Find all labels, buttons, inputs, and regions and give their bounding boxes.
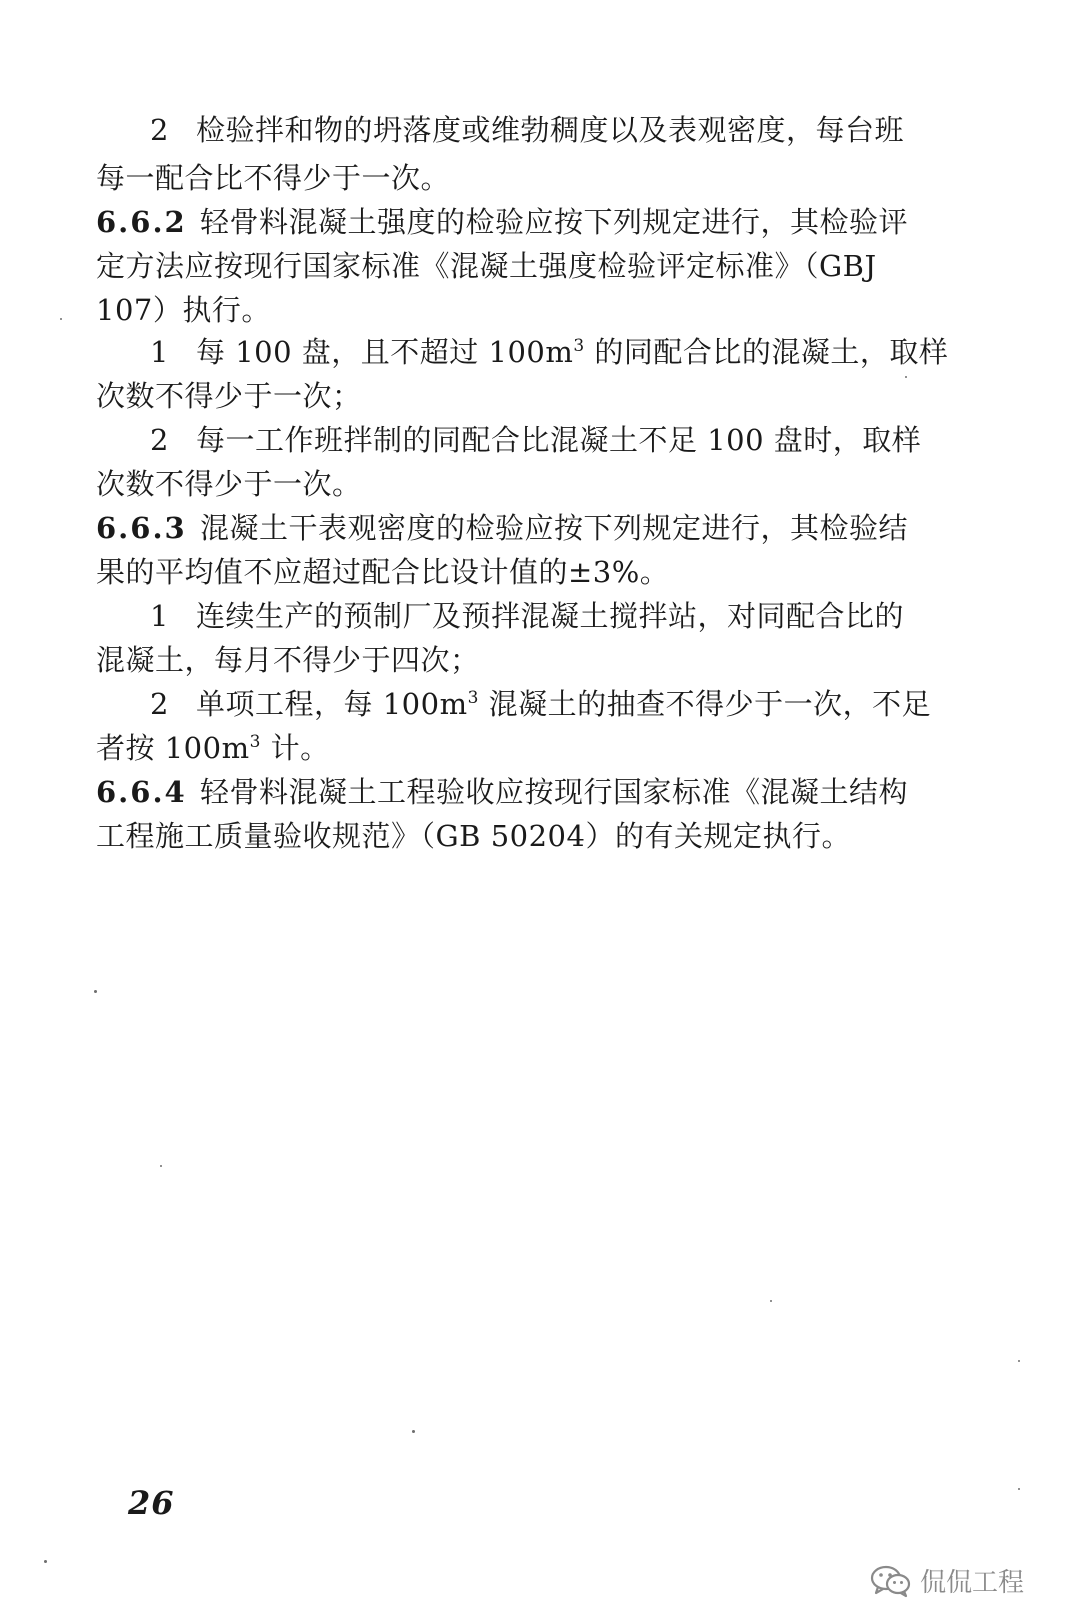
item-text-b: 计。 bbox=[260, 731, 330, 765]
item-2-line-1 bbox=[150, 418, 950, 462]
clause-6-6-4-line-1 bbox=[96, 770, 956, 814]
item-1-line-1 bbox=[150, 594, 950, 638]
scan-speck bbox=[412, 1430, 415, 1433]
superscript: 3 bbox=[467, 688, 479, 708]
item-text: 每一工作班拌制的同配合比混凝土不足 100 盘时，取样 bbox=[196, 423, 922, 457]
item-text-a: 单项工程，每 100m bbox=[196, 687, 468, 721]
wechat-icon bbox=[870, 1564, 912, 1598]
item-1-line-2: 次数不得少于一次； bbox=[96, 379, 362, 413]
item-1-line-1 bbox=[150, 330, 950, 374]
item-2-line-2: 次数不得少于一次。 bbox=[96, 467, 362, 501]
item-number: 2 bbox=[150, 113, 169, 147]
clause-number: 6.6.3 bbox=[96, 511, 187, 545]
clause-6-6-3-line-2: 果的平均值不应超过配合比设计值的±3%。 bbox=[96, 555, 670, 589]
item-number: 1 bbox=[150, 335, 169, 369]
scan-speck bbox=[44, 1560, 47, 1563]
item-number: 2 bbox=[150, 423, 169, 457]
scan-speck bbox=[160, 1165, 162, 1167]
superscript: 3 bbox=[573, 336, 585, 356]
scan-speck bbox=[770, 1300, 772, 1302]
clause-number: 6.6.4 bbox=[96, 775, 187, 809]
item-2-line-1 bbox=[150, 682, 950, 726]
item-2-line-2: 每一配合比不得少于一次。 bbox=[96, 161, 451, 195]
item-text-a: 每 100 盘，且不超过 100m bbox=[196, 335, 574, 369]
item-text-a: 者按 100m bbox=[96, 731, 250, 765]
item-1-line-2: 混凝土，每月不得少于四次； bbox=[96, 643, 480, 677]
clause-6-6-3-line-1 bbox=[96, 506, 956, 550]
watermark bbox=[870, 1562, 1024, 1599]
scan-speck bbox=[1018, 1360, 1020, 1362]
clause-text: 混凝土干表观密度的检验应按下列规定进行，其检验结 bbox=[200, 511, 909, 545]
clause-6-6-2-line-2: 定方法应按现行国家标准《混凝土强度检验评定标准》（GBJ bbox=[96, 249, 877, 283]
scan-speck bbox=[1018, 1488, 1020, 1490]
item-text-b: 混凝土的抽查不得少于一次，不足 bbox=[478, 687, 932, 721]
item-2-line-1 bbox=[150, 108, 950, 152]
clause-text: 轻骨料混凝土强度的检验应按下列规定进行，其检验评 bbox=[200, 205, 909, 239]
clause-number: 6.6.2 bbox=[96, 205, 187, 239]
clause-6-6-2-line-3: 107）执行。 bbox=[96, 293, 271, 327]
superscript: 3 bbox=[249, 732, 261, 752]
clause-6-6-4-line-2: 工程施工质量验收规范》（GB 50204）的有关规定执行。 bbox=[96, 819, 851, 853]
item-number: 1 bbox=[150, 599, 169, 633]
item-text: 检验拌和物的坍落度或维勃稠度以及表观密度，每台班 bbox=[196, 113, 905, 147]
watermark-text: 侃侃工程 bbox=[919, 1568, 1024, 1598]
item-text-b: 的同配合比的混凝土，取样 bbox=[584, 335, 949, 369]
scan-speck bbox=[905, 376, 907, 378]
clause-text: 轻骨料混凝土工程验收应按现行国家标准《混凝土结构 bbox=[200, 775, 909, 809]
item-2-line-2 bbox=[96, 726, 956, 770]
scan-speck bbox=[94, 990, 97, 993]
clause-6-6-2-line-1 bbox=[96, 200, 956, 244]
item-number: 2 bbox=[150, 687, 169, 721]
item-text: 连续生产的预制厂及预拌混凝土搅拌站，对同配合比的 bbox=[196, 599, 905, 633]
scan-speck bbox=[60, 318, 62, 320]
page-number: 26 bbox=[128, 1484, 175, 1522]
